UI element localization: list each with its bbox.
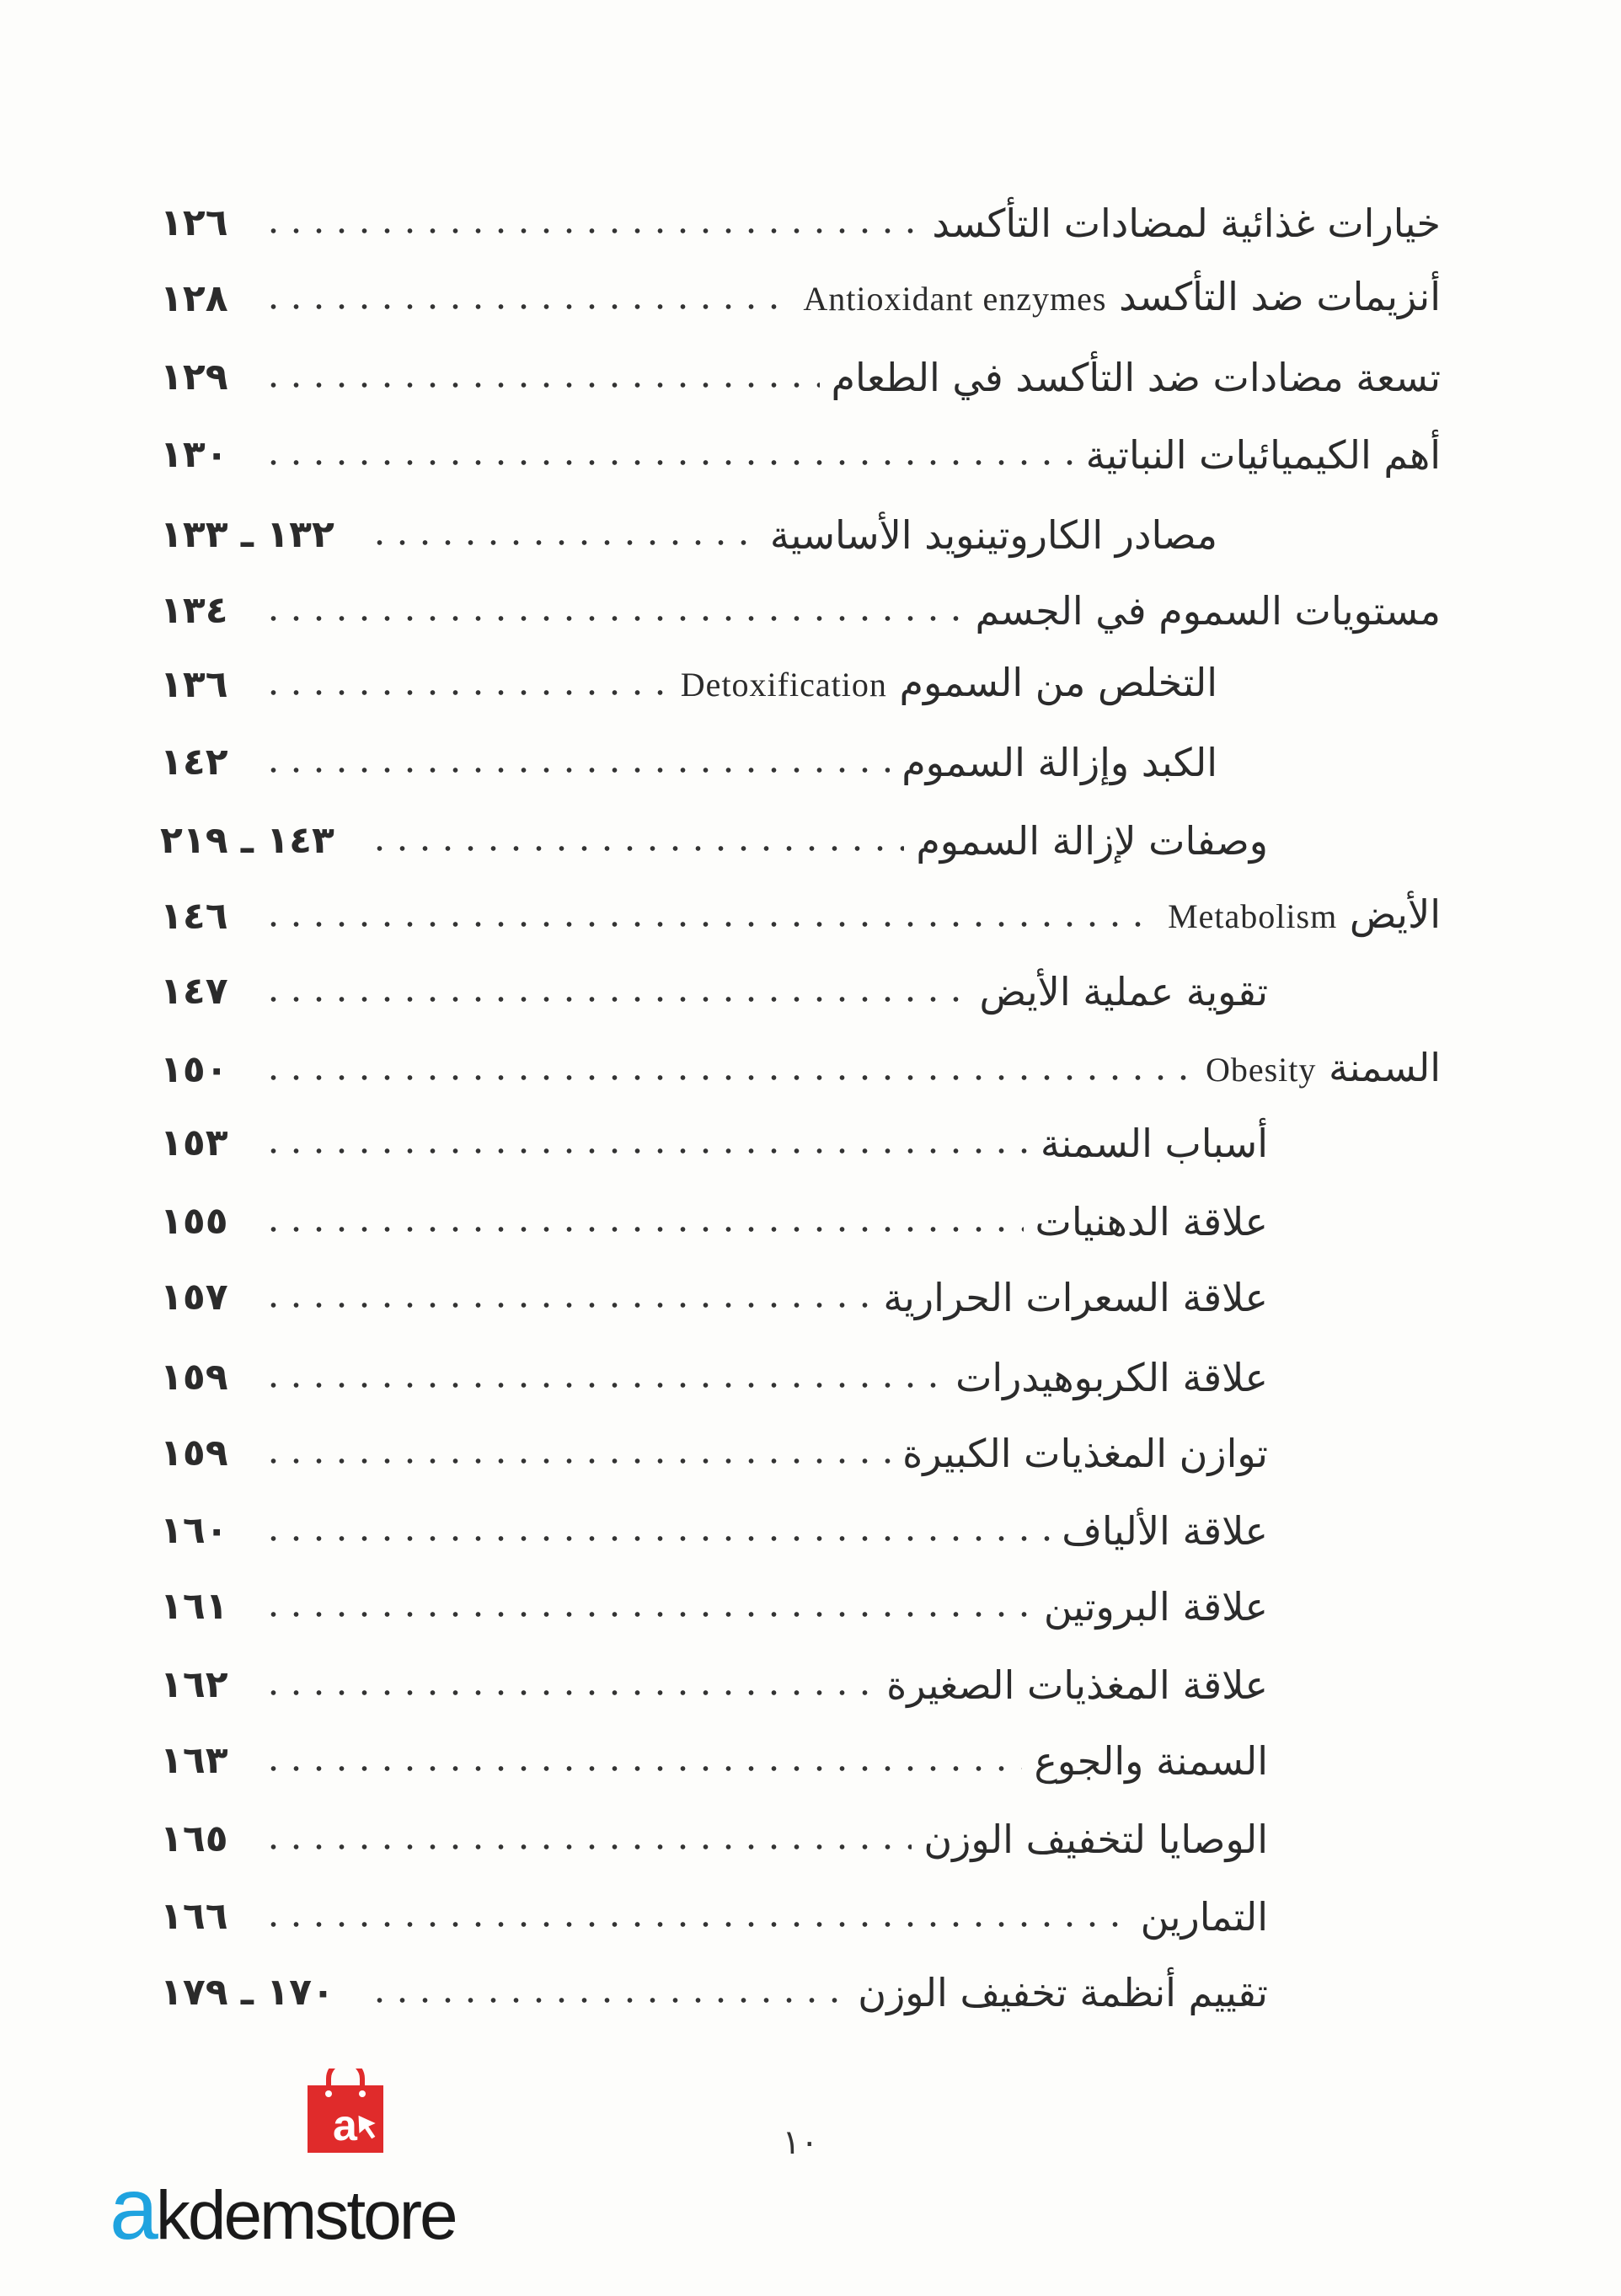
toc-entry-page: ١٢٨ [160, 277, 228, 320]
toc-entry-title-arabic: أنزيمات ضد التأكسد [1119, 274, 1441, 319]
toc-entry-title [1156, 885, 1441, 946]
toc-entry-page: ١٦٥ [160, 1817, 228, 1860]
toc-entry-title [1194, 1038, 1441, 1100]
dot-leader [368, 539, 758, 546]
toc-entry-page: ١٤٧ [160, 970, 228, 1013]
toc-entry [160, 1184, 1268, 1251]
toc-entry [160, 1955, 1268, 2022]
toc-entry-title [967, 962, 1268, 1021]
toc-entry-title [964, 581, 1441, 640]
toc-entry-title [871, 1268, 1268, 1327]
toc-entry-page: ١٥٧ [160, 1276, 228, 1319]
toc-entry [160, 1416, 1268, 1483]
toc-entry [160, 1879, 1268, 1946]
toc-entry-page: ١٦٣ [160, 1739, 228, 1782]
toc-entry-page: ١٥٣ [160, 1121, 228, 1164]
toc-entry-title-english: Metabolism [1168, 897, 1338, 935]
toc-entry-page: ١٦١ [160, 1585, 228, 1628]
toc-entry-page: ١٥٥ [160, 1200, 228, 1243]
toc-entry [160, 1493, 1268, 1560]
toc-entry [160, 954, 1268, 1021]
dot-leader [262, 1765, 1023, 1772]
toc-entry-page: ١٣٤ [160, 589, 228, 632]
toc-entry-page: ١٢٦ [160, 201, 228, 244]
toc-entry-page: ١٤٢ [160, 741, 228, 784]
toc-entry-title-english: Detoxification [680, 666, 887, 704]
toc-entry [160, 1032, 1441, 1100]
toc-entry-title [890, 733, 1217, 792]
toc-entry-page: ١٣٦ [160, 663, 228, 706]
toc-entry-page: ١٦٢ [160, 1663, 228, 1706]
dot-leader [262, 921, 1157, 928]
toc-entry-title [820, 348, 1441, 407]
toc-entry-page: ١٣٢ ـ ١٣٣ [160, 513, 334, 556]
toc-entry-title [1074, 425, 1441, 484]
toc-entry [160, 261, 1441, 329]
toc-entry-title-arabic: تقييم أنظمة تخفيف الوزن [858, 1970, 1268, 2015]
dot-leader [262, 303, 792, 310]
toc-entry-title-arabic: مصادر الكاروتينويد الأساسية [769, 512, 1217, 558]
dot-leader [262, 1844, 912, 1850]
toc-entry-page: ١٢٩ [160, 356, 228, 399]
dot-leader [262, 1148, 1029, 1154]
toc-entry-page: ١٥٠ [160, 1048, 228, 1091]
toc-entry-title-arabic: علاقة المغذيات الصغيرة [886, 1662, 1268, 1708]
toc-entry [160, 340, 1441, 407]
toc-entry [160, 725, 1217, 792]
toc-entry-title-arabic: علاقة الدهنيات [1035, 1199, 1268, 1244]
toc-entry-title-arabic: مستويات السموم في الجسم [975, 588, 1441, 634]
toc-entry [160, 185, 1441, 253]
brand-name [110, 2160, 456, 2260]
toc-entry-title-arabic: علاقة السعرات الحرارية [883, 1275, 1268, 1320]
toc-entry-page: ١٣٠ [160, 433, 228, 476]
dot-leader [368, 1997, 846, 2004]
toc-entry-title-english: Obesity [1205, 1051, 1317, 1089]
toc-entry-title [1050, 1501, 1268, 1560]
toc-entry-page: ١٥٩ [160, 1432, 228, 1474]
toc-entry-title-arabic: السمنة والجوع [1034, 1738, 1268, 1784]
toc-entry-title [1022, 1731, 1268, 1790]
dot-leader [262, 1921, 1129, 1928]
toc-entry-page: ١٤٣ ـ ٢١٩ [160, 819, 334, 862]
toc-entry-title [758, 506, 1217, 565]
toc-entry-title [1129, 1887, 1268, 1946]
toc-entry-title [1029, 1114, 1268, 1173]
toc-entry [160, 1340, 1268, 1407]
toc-entry-title [920, 194, 1441, 253]
toc-entry-title [1024, 1192, 1268, 1251]
toc-entry [160, 879, 1441, 946]
toc-entry-title-arabic: الأيض [1349, 891, 1441, 937]
toc-entry [160, 1260, 1268, 1327]
toc-entry-title-arabic: علاقة الألياف [1062, 1508, 1268, 1554]
toc-entry-title [944, 1348, 1268, 1407]
dot-leader [262, 1458, 891, 1464]
dot-leader [368, 845, 904, 852]
toc-entry-title-arabic: الوصايا لتخفيف الوزن [923, 1817, 1268, 1862]
akdemstore-logo [110, 2069, 548, 2258]
toc-entry-title-english: Antioxidant enzymes [803, 280, 1107, 318]
dot-leader [262, 689, 669, 696]
brand-first-letter: a [110, 2160, 156, 2258]
toc-entry-title [791, 267, 1441, 329]
toc-entry-page: ١٥٩ [160, 1356, 228, 1399]
toc-entry-title-arabic: التمارين [1140, 1894, 1268, 1940]
dot-leader [262, 382, 820, 388]
toc-entry-title-arabic: خيارات غذائية لمضادات التأكسد [932, 201, 1441, 246]
toc-entry [160, 573, 1441, 640]
toc-entry [160, 647, 1217, 714]
toc-entry-title [669, 653, 1217, 714]
page-number: ١٠ [782, 2123, 819, 2162]
toc-entry-page: ١٤٦ [160, 895, 228, 938]
toc-entry [160, 1801, 1268, 1869]
toc-entry-title-arabic: تقوية عملية الأيض [979, 969, 1268, 1014]
brand-rest: kdemstore [155, 2177, 456, 2254]
dot-leader [262, 1226, 1024, 1233]
toc-entry [160, 1723, 1268, 1790]
dot-leader [262, 996, 968, 1003]
toc-entry [160, 497, 1217, 565]
toc-entry-title [846, 1963, 1268, 2022]
dot-leader [262, 615, 964, 622]
dot-leader [262, 459, 1074, 466]
toc-entry-title [1032, 1577, 1268, 1636]
toc-entry [160, 803, 1268, 870]
toc-entry-title-arabic: تسعة مضادات ضد التأكسد في الطعام [831, 355, 1441, 400]
shopping-bag-icon [282, 2069, 484, 2170]
toc-entry-title [891, 1424, 1268, 1483]
toc-entry [160, 1105, 1268, 1173]
dot-leader [262, 1611, 1032, 1618]
dot-leader [262, 1302, 872, 1309]
toc-entry-page: ١٦٦ [160, 1895, 228, 1938]
toc-entry-title-arabic: توازن المغذيات الكبيرة [902, 1431, 1268, 1476]
toc-entry-title [875, 1656, 1268, 1715]
svg-text:a: a [333, 2101, 357, 2150]
dot-leader [262, 1382, 944, 1389]
toc-entry-title-arabic: الكبد وإزالة السموم [901, 740, 1217, 785]
dot-leader [262, 767, 891, 773]
toc-entry-title [912, 1810, 1268, 1869]
toc-entry-title-arabic: علاقة البروتين [1043, 1584, 1268, 1630]
dot-leader [262, 1074, 1194, 1081]
toc-entry-page: ١٧٠ ـ ١٧٩ [160, 1971, 334, 2014]
dot-leader [262, 1535, 1051, 1542]
toc-entry-title-arabic: أهم الكيميائيات النباتية [1085, 432, 1441, 478]
dot-leader [262, 227, 921, 234]
dot-leader [262, 1689, 875, 1696]
toc-entry-title [904, 811, 1268, 870]
toc-entry [160, 1647, 1268, 1715]
toc-entry-title-arabic: علاقة الكربوهيدرات [955, 1355, 1268, 1400]
toc-entry-page: ١٦٠ [160, 1509, 228, 1552]
toc-entry [160, 1569, 1268, 1636]
toc-entry-title-arabic: أسباب السمنة [1040, 1121, 1268, 1166]
toc-entry-title-arabic: التخلص من السموم [899, 660, 1217, 705]
toc-entry-title-arabic: وصفات لإزالة السموم [916, 818, 1268, 864]
toc-entry-title-arabic: السمنة [1329, 1045, 1441, 1090]
toc-entry [160, 417, 1441, 484]
